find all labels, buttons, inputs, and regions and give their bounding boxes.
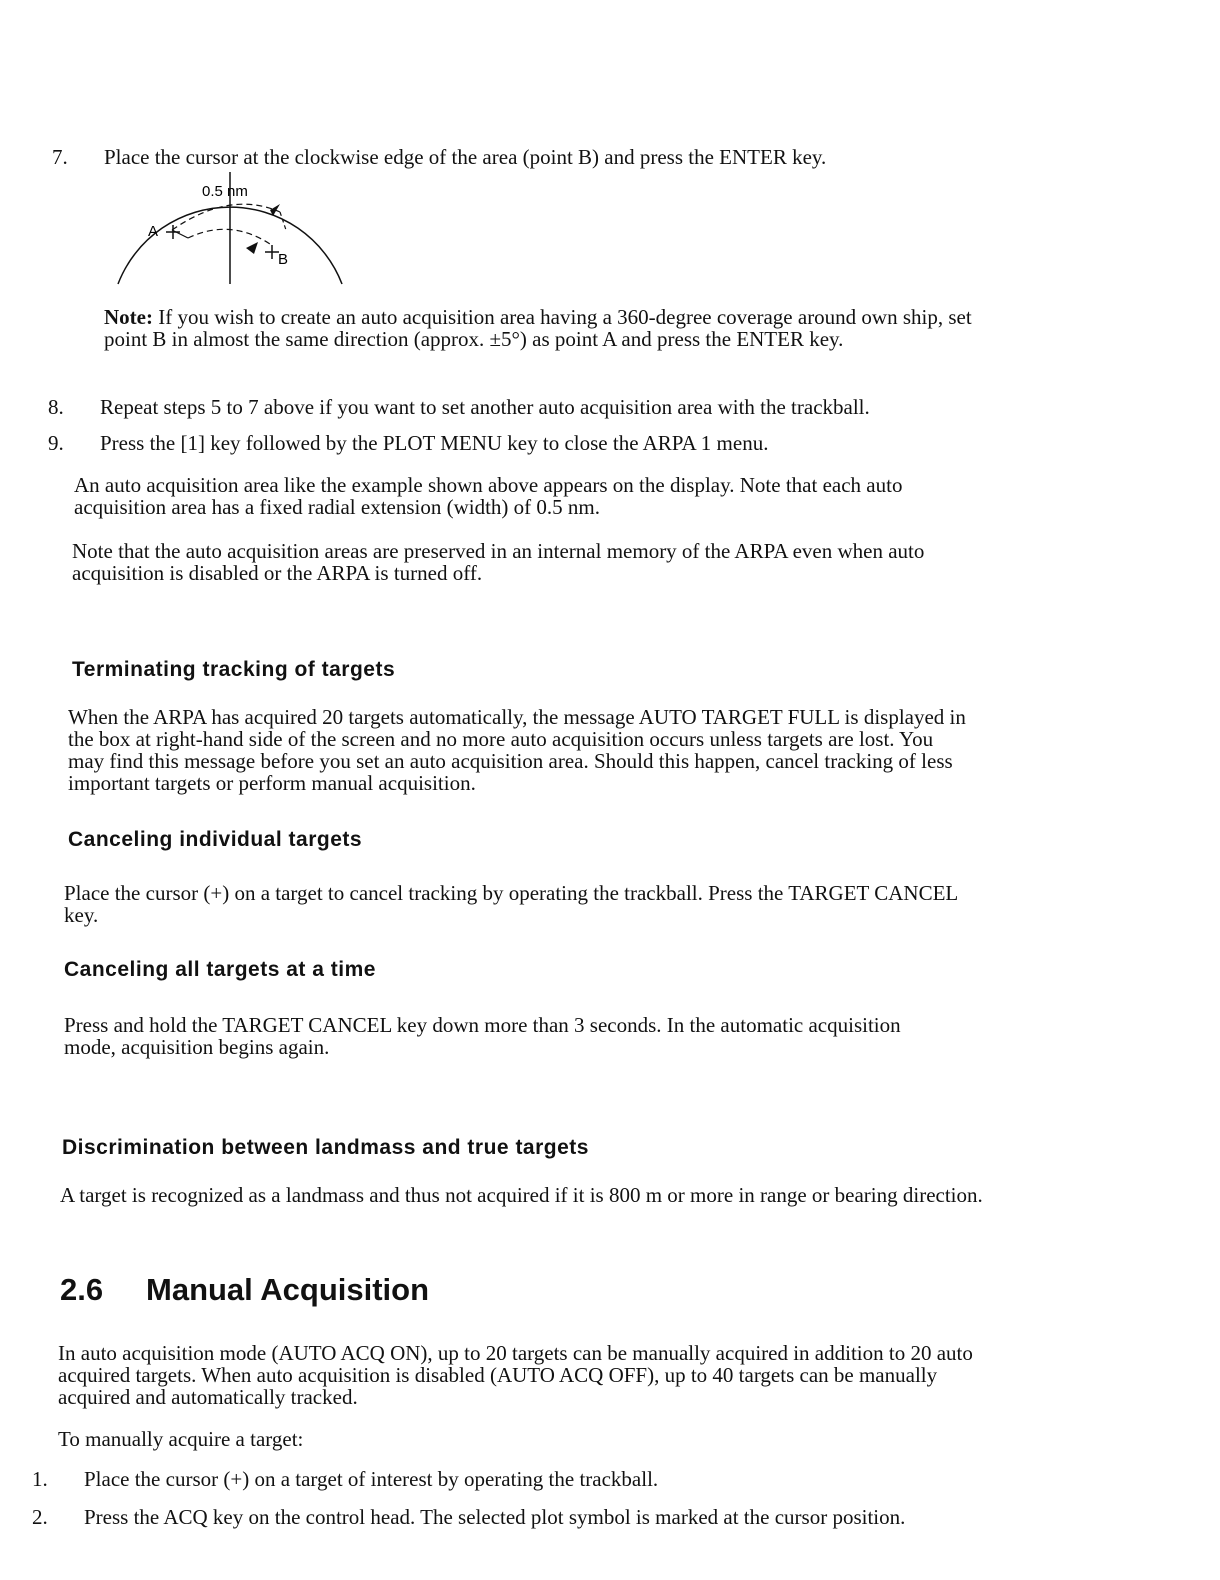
distance-label: 0.5 nm bbox=[202, 183, 248, 200]
acquisition-area-diagram bbox=[110, 172, 360, 292]
manual-step-1 bbox=[32, 1467, 984, 1491]
note bbox=[104, 306, 999, 350]
step-9 bbox=[48, 431, 1020, 455]
step-number: 8. bbox=[48, 395, 64, 419]
section-title bbox=[60, 1272, 429, 1308]
area-inner-arc bbox=[188, 229, 270, 244]
paragraph-discrimination: A target is recognized as a landmass and thus not acquired if it is 800 m or more in range or bearing direction. bbox=[60, 1183, 983, 1207]
heading-discrimination: Discrimination between landmass and true targets bbox=[62, 1136, 589, 1159]
step-text: Repeat steps 5 to 7 above if you want to set another auto acquisition area with the trackball. bbox=[100, 395, 870, 419]
step-text: Place the cursor (+) on a target of interest by operating the trackball. bbox=[84, 1467, 659, 1491]
paragraph-area-display: An auto acquisition area like the example shown above appears on the display. Note that each auto acquisition area has a fixed radial extension (width) of 0.5 nm. bbox=[74, 473, 903, 519]
step-number: 1. bbox=[32, 1467, 48, 1491]
point-a-label: A bbox=[148, 223, 159, 240]
step-text: Press the ACQ key on the control head. The selected plot symbol is marked at the cursor position. bbox=[84, 1505, 906, 1529]
step-number: 7. bbox=[52, 145, 68, 169]
paragraph-manual-intro: In auto acquisition mode (AUTO ACQ ON), up to 20 targets can be manually acquired in addition to 20 auto acquired targets. When auto acquisition is disabled (AUTO ACQ OFF), up to 40 targets can be manually acquired and automatically tracked. bbox=[58, 1341, 973, 1409]
heading-cancel-all: Canceling all targets at a time bbox=[64, 958, 376, 981]
heading-terminating: Terminating tracking of targets bbox=[72, 658, 396, 681]
note-label: Note: bbox=[104, 305, 153, 329]
arrow-icon bbox=[246, 242, 258, 254]
step-text: Place the cursor at the clockwise edge of the area (point B) and press the ENTER key. bbox=[104, 145, 827, 169]
paragraph-lead: To manually acquire a target: bbox=[58, 1427, 304, 1451]
step-text: Press the [1] key followed by the PLOT MENU key to close the ARPA 1 menu. bbox=[100, 431, 769, 455]
step-8 bbox=[48, 395, 1020, 419]
area-outer-arc bbox=[172, 204, 280, 230]
step-number: 2. bbox=[32, 1505, 48, 1529]
point-b-label: B bbox=[278, 251, 289, 268]
section-number: 2.6 bbox=[60, 1272, 104, 1307]
step-number: 9. bbox=[48, 431, 64, 455]
section-heading: Manual Acquisition bbox=[146, 1272, 430, 1307]
heading-cancel-individual: Canceling individual targets bbox=[68, 828, 363, 851]
paragraph-terminating: When the ARPA has acquired 20 targets automatically, the message AUTO TARGET FULL is displayed in the box at right-hand side of the screen and no more auto acquisition occurs unless targets are lost. You may find this message before you set an auto acquisition area. Should this happen, cancel tracking of less important targets or perform manual acquisition. bbox=[68, 705, 966, 795]
paragraph-cancel-individual: Place the cursor (+) on a target to cancel tracking by operating the trackball. Press the TARGET CANCEL key. bbox=[64, 881, 958, 927]
note-text: If you wish to create an auto acquisition area having a 360-degree coverage around own ship, set point B in almost the same direction (approx. ±5°) as point A and press the ENTER key. bbox=[104, 305, 972, 351]
paragraph-cancel-all: Press and hold the TARGET CANCEL key down more than 3 seconds. In the automatic acquisition mode, acquisition begins again. bbox=[64, 1013, 901, 1059]
manual-step-2 bbox=[32, 1505, 964, 1529]
step-7 bbox=[52, 145, 1004, 169]
paragraph-area-memory: Note that the auto acquisition areas are preserved in an internal memory of the ARPA even when auto acquisition is disabled or the ARPA is turned off. bbox=[72, 539, 925, 585]
